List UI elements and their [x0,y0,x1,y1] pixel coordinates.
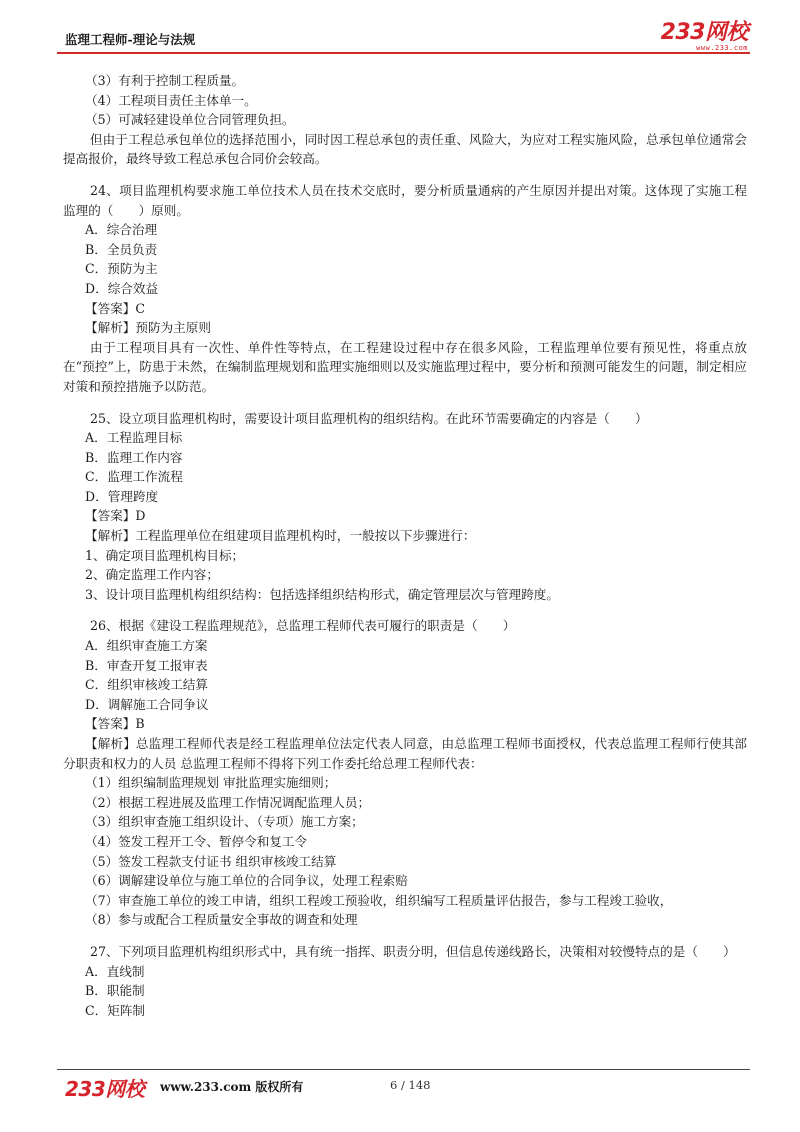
page-header [57,20,750,54]
option-c: C．矩阵制 [85,1002,146,1018]
option-a: A．直线制 [85,963,145,979]
option-a: A．工程监理目标 [85,430,183,446]
option-d: D．调解施工合同争议 [85,696,209,712]
option-d: D．管理跨度 [85,488,159,504]
option-b: B．监理工作内容 [85,449,183,465]
question-26: 26、根据《建设工程监理规范》，总监理工程师代表可履行的职责是（ ） [90,618,516,634]
explanation-item: （7）审查施工单位的竣工申请，组织工程竣工预验收，组织编写工程质量评估报告，参与工程竣工验收， [85,892,673,908]
text-paragraph: 但由于工程总承包单位的选择范围小，同时因工程总承包的责任重、风险大，为应对工程实施风险，总承包单位通常会提高报价，最终导致工程总承包合同价会较高。 [63,131,747,167]
explanation-item: （6）调解建设单位与施工单位的合同争议，处理工程索赔 [85,873,408,889]
explanation-item: （1）组织编制监理规划 审批监理实施细则； [85,775,337,791]
page-number: 6 / 148 [390,1078,431,1092]
footer-copyright: www.233.com 版权所有 [160,1080,304,1094]
text-line: （3）有利于控制工程质量。 [85,73,245,88]
option-b: B．全员负责 [85,241,158,257]
option-a: A．组织审查施工方案 [85,638,208,654]
option-b: B．职能制 [85,983,145,999]
explanation-item: （3）组织审查施工组织设计、（专项）施工方案； [85,814,364,830]
explanation-heading: 【解析】预防为主原则 [85,320,211,336]
footer-logo: 233网校 [65,1077,145,1101]
explanation-text: 由于工程项目具有一次性、单件性等特点，在工程建设过程中存在很多风险，工程监理单位要有预见性，将重点放在“预控”上，防患于未然，在编制监理规划和监理实施细则以及实施监理过程中，要分析和预测可能发生的问题，制定相应对策和预控措施予以防范。 [63,339,747,394]
answer: 【答案】C [85,300,146,316]
option-a: A．综合治理 [85,222,158,238]
header-title: 监理工程师-理论与法规 [65,32,196,47]
text-line: （5）可减轻建设单位合同管理负担。 [85,112,295,128]
explanation-item: （4）签发工程开工令、暂停令和复工令 [85,833,308,849]
header-divider [57,52,750,54]
explanation-item: （5）签发工程款支付证书 组织审核竣工结算 [85,853,337,869]
answer: 【答案】B [85,716,145,732]
option-d: D．综合效益 [85,280,159,296]
footer-divider [57,1069,750,1070]
text-line: （4）工程项目责任主体单一。 [85,92,257,108]
explanation-step: 1、确定项目监理机构目标； [85,547,245,563]
question-25: 25、设立项目监理机构时，需要设计项目监理机构的组织结构。在此环节需要确定的内容是（ ） [90,410,648,426]
brand-logo [661,22,748,52]
brand-logo-url: www.233.com [696,44,748,52]
option-c: C．组织审核竣工结算 [85,677,208,693]
question-27: 27、下列项目监理机构组织形式中，具有统一指挥、职责分明，但信息传递线路长，决策相对较慢特点的是（ ） [90,943,736,959]
explanation-step: 3、设计项目监理机构组织结构：包括选择组织结构形式，确定管理层次与管理跨度。 [85,586,559,602]
page-footer [57,1073,750,1103]
brand-logo-text: 233网校 [660,20,748,45]
explanation-step: 2、确定监理工作内容； [85,567,219,583]
option-c: C．监理工作流程 [85,469,183,485]
explanation-heading: 【解析】工程监理单位在组建项目监理机构时，一般按以下步骤进行： [85,528,476,544]
explanation-item: （8）参与或配合工程质量安全事故的调查和处理 [85,912,358,928]
option-c: C．预防为主 [85,261,158,277]
explanation-item: （2）根据工程进展及监理工作情况调配监理人员； [85,794,371,810]
answer: 【答案】D [85,508,146,524]
document-body [63,71,747,1020]
option-b: B．审查开复工报审表 [85,657,208,673]
explanation-text: 【解析】总监理工程师代表是经工程监理单位法定代表人同意，由总监理工程师书面授权，代表总监理工程师行使其部分职责和权力的人员 总监理工程师不得将下列工作委托给总理工程师代表： [63,736,747,771]
question-24: 24、项目监理机构要求施工单位技术人员在技术交底时，要分析质量通病的产生原因并提出对策。这体现了实施工程监理的（ ）原则。 [63,182,747,218]
